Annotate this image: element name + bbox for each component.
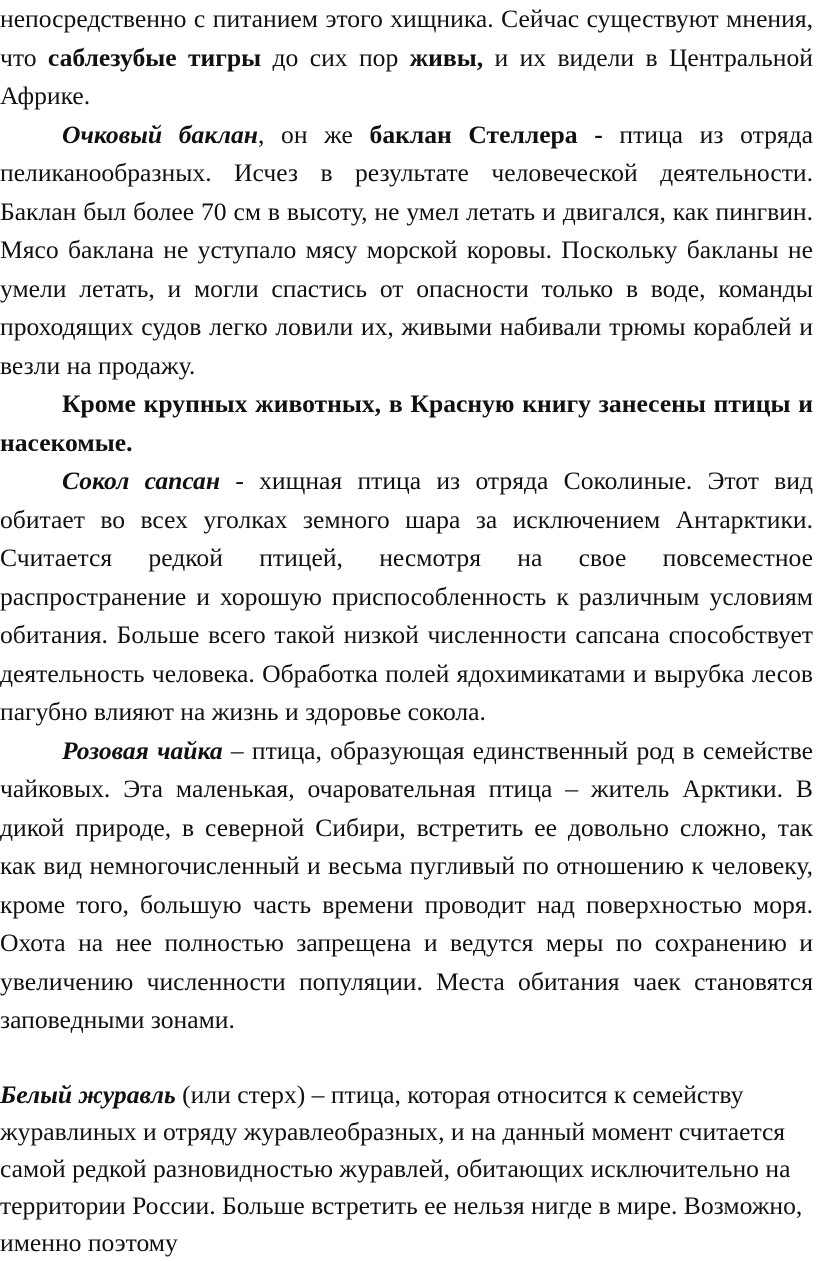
species-name-cormorant: Очковый баклан (62, 119, 258, 149)
bold-term-steller: баклан Стеллера - (369, 119, 603, 149)
text-run: и их видели в Центральной Африке. (0, 42, 813, 110)
text-run: – птица, образующая единственный род в семействе чайковых. Эта маленькая, очаровательная птица – житель Арктики. В дикой природе, в северной Сибири, встретить ее довольно сложно, так как вид немногочисленный и весьма пугливый по отношению к человеку, кроме того, большую часть времени проводит над поверхностью моря. Охота на нее полностью запрещена и ведутся меры по сохранению и увеличению численности популяции. Места обитания чаек становятся заповедными зонами. (0, 735, 813, 1034)
bold-term-alive: живы, (409, 42, 484, 72)
text-run: до сих пор (261, 42, 410, 72)
text-run: птица из отряда пеликанообразных. Исчез в результате человеческой деятельности. Баклан был более 70 см в высоту, не умел летать и двигался, как пингвин. Мясо баклана не уступало мясу морской коровы. Поскольку бакланы не умели летать, и могли спастись от опасности только в воде, команды проходящих судов легко ловили их, живыми набивали трюмы кораблей и везли на продажу. (0, 119, 814, 380)
text-run: (или стерх) – птица, которая относится к семейству журавлиных и отряду журавлеобразных, и на данный момент считается самой редкой разновидностью журавлей, обитающих исключительно на территории России. Больше встретить ее нельзя нигде в мире. Возможно, именно поэтому (0, 1079, 803, 1257)
text-run: непосредственно с питанием этого хищника. Сейчас существуют мнения, что (0, 4, 813, 72)
paragraph-falcon (0, 462, 813, 732)
paragraph-gull (0, 732, 813, 1040)
species-name-crane: Белый журавль (0, 1079, 176, 1109)
species-name-gull: Розовая чайка (62, 735, 223, 765)
bold-term-sabertooth: саблезубые тигры (47, 42, 262, 72)
paragraph-crane (0, 1076, 813, 1261)
text-run: , он же (257, 119, 370, 149)
paragraph-cormorant (0, 116, 813, 386)
species-name-falcon: Сокол сапсан (62, 466, 221, 495)
paragraph-sabertooth (0, 0, 813, 116)
text-run: - хищная птица из отряда Соколиные. Этот вид обитает во всех уголках земного шара за исключением Антарктики. Считается редкой птицей, несмотря на свое повсеместное распространение и хорошую приспособленность к различным условиям обитания. Больше всего такой низкой численности сапсана способствует деятельность человека. Обработка полей ядохимикатами и вырубка лесов пагубно влияют на жизнь и здоровье сокола. (0, 466, 813, 726)
paragraph-section-heading: Кроме крупных животных, в Красную книгу занесены птицы и насекомые. (0, 389, 813, 457)
